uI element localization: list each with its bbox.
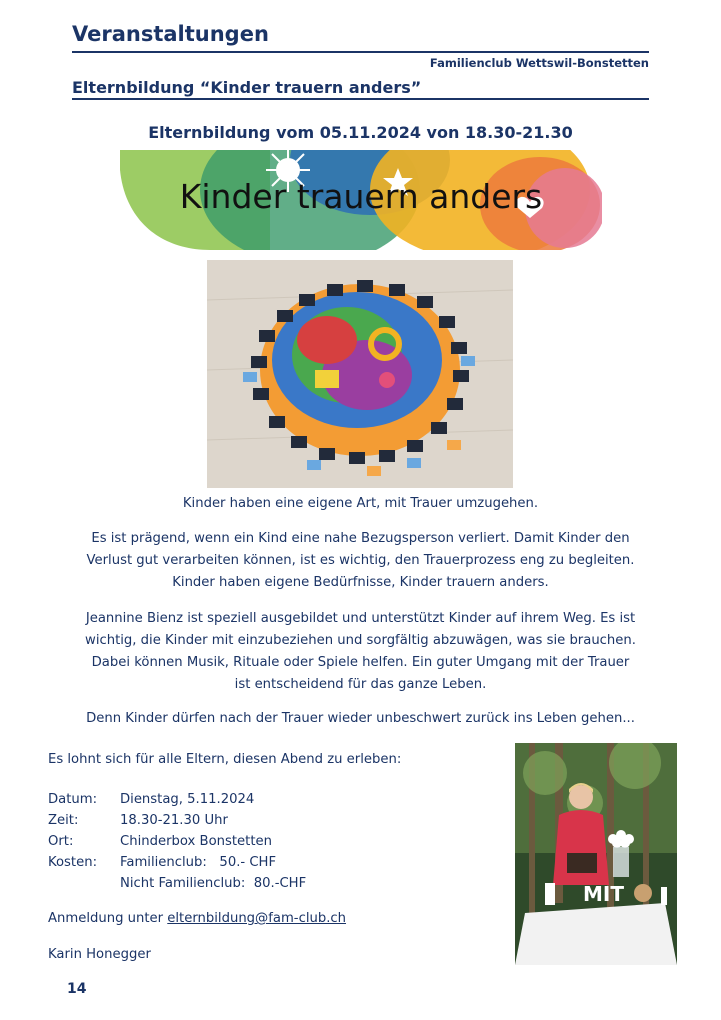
page-subtitle: Elternbildung “Kinder trauern anders”	[72, 78, 422, 97]
mourning-mandala-photo	[207, 260, 513, 488]
page-number: 14	[67, 981, 87, 997]
paragraph-line: Es ist prägend, wenn ein Kind eine nahe Bezugsperson verliert. Damit Kinder den	[91, 531, 630, 546]
detail-cost	[48, 852, 306, 873]
detail-place	[48, 831, 306, 852]
club-name: Familienclub Wettswil-Bonstetten	[429, 56, 649, 70]
registration-email-link[interactable]: elternbildung@fam-club.ch	[167, 911, 347, 926]
invitation-text: Es lohnt sich für alle Eltern, diesen Abend zu erleben:	[48, 752, 402, 767]
detail-time	[48, 810, 306, 831]
sign-text: MIT	[583, 882, 624, 906]
detail-date	[48, 789, 306, 810]
paragraph-line: Verlust gut verarbeiten können, ist es wichtig, den Trauerprozess eng zu begleiten.	[86, 553, 635, 568]
photo-caption: Kinder haben eine eigene Art, mit Trauer umzugehen.	[182, 496, 539, 511]
time-value: 18.30-21.30 Uhr	[120, 813, 228, 828]
registration-line	[48, 911, 346, 926]
paragraph-line: wichtig, die Kinder mit einzubeziehen und sorgfältig abzuwägen, was sie brauchen.	[85, 633, 636, 648]
author-name: Karin Honegger	[48, 947, 151, 962]
event-details	[48, 789, 306, 894]
registration-prefix: Anmeldung unter	[48, 911, 168, 926]
paragraph-bereavement	[40, 528, 681, 594]
presenter-photo	[515, 743, 677, 965]
subtitle-divider	[72, 98, 649, 100]
date-value: Dienstag, 5.11.2024	[120, 792, 255, 807]
date-label: Datum:	[48, 792, 98, 807]
header-divider	[72, 51, 649, 53]
banner-graphic	[120, 150, 602, 250]
cost-value-members: Familienclub: 50.- CHF	[120, 855, 277, 870]
banner-title: Kinder trauern anders	[179, 177, 543, 216]
event-date-line: Elternbildung vom 05.11.2024 von 18.30-21.30	[148, 123, 573, 142]
paragraph-line: ist entscheidend für das ganze Leben.	[234, 677, 487, 692]
paragraph-line: Kinder haben eigene Bedürfnisse, Kinder trauern anders.	[172, 575, 549, 590]
section-title: Veranstaltungen	[72, 22, 269, 46]
cost-label: Kosten:	[48, 855, 98, 870]
time-label: Zeit:	[48, 813, 79, 828]
place-value: Chinderbox Bonstetten	[120, 834, 272, 849]
closing-sentence: Denn Kinder dürfen nach der Trauer wieder unbeschwert zurück ins Leben gehen...	[86, 711, 635, 726]
paragraph-line: Jeannine Bienz ist speziell ausgebildet und unterstützt Kinder auf ihrem Weg. Es ist	[85, 611, 636, 626]
place-label: Ort:	[48, 834, 74, 849]
detail-cost-nonmembers	[48, 873, 306, 894]
paragraph-presenter	[40, 608, 681, 696]
paragraph-line: Dabei können Musik, Rituale oder Spiele helfen. Ein guter Umgang mit der Trauer	[91, 655, 630, 670]
cost-value-nonmembers: Nicht Familienclub: 80.-CHF	[120, 876, 307, 891]
